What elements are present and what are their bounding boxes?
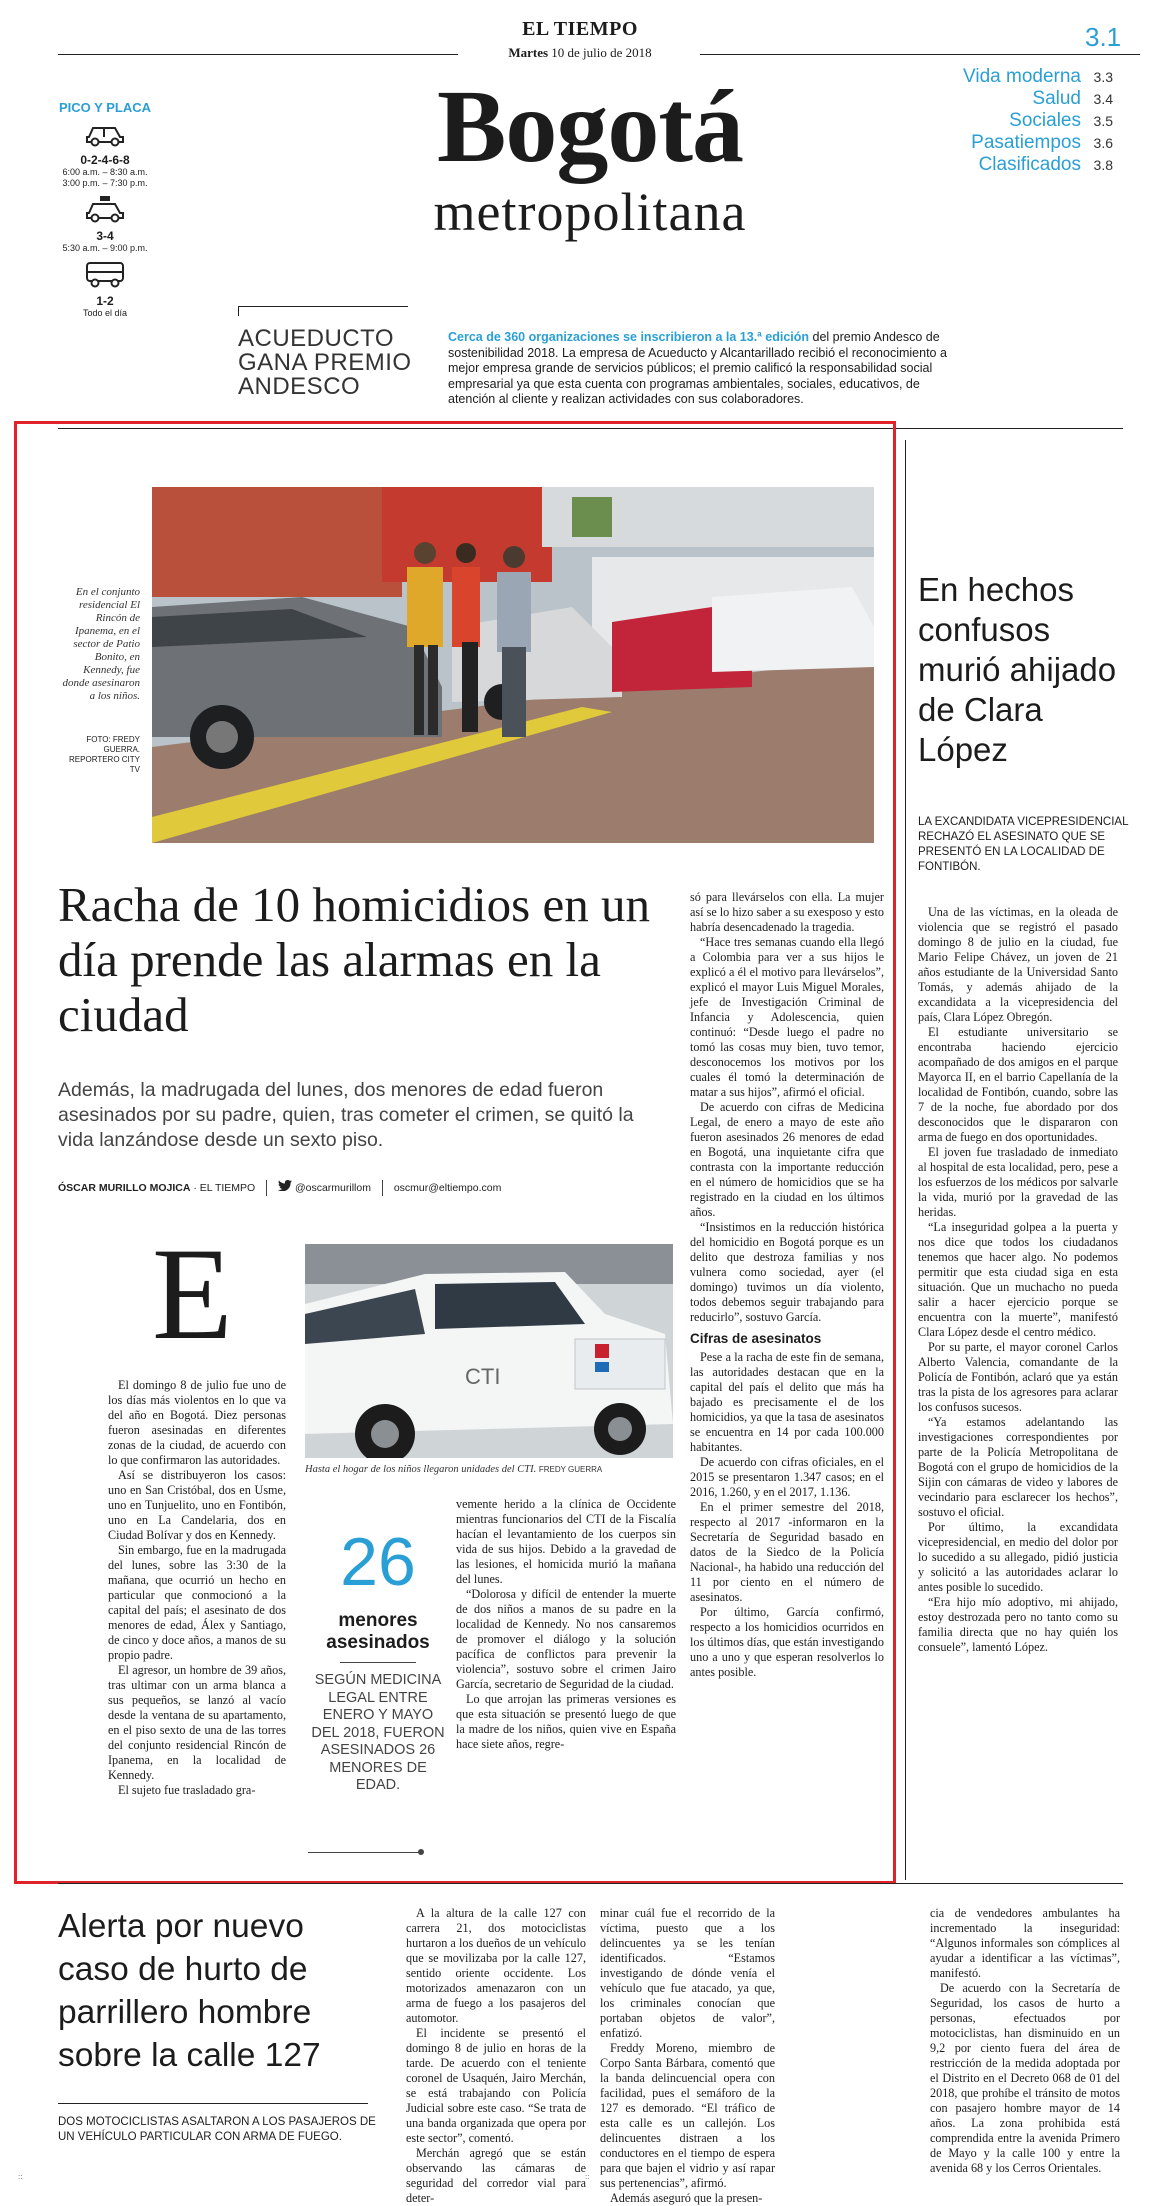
bottom-divider xyxy=(58,1883,1123,1884)
cti-truck-photo xyxy=(305,1244,673,1458)
byline-separator xyxy=(266,1180,267,1196)
paragraph: De acuerdo con cifras de Medicina Legal, de enero a mayo de este año fueron asesinados 26 menores de edad en Bogotá, una inquietante cifra que contrasta con la importante reducción en el número de homicidios que se ha registrado en la ciudad en los últimos años. xyxy=(690,1100,884,1219)
taxi-icon xyxy=(55,195,155,229)
bottom-kicker: DOS MOTOCICLISTAS ASALTARON A LOS PASAJEROS DE UN VEHÍCULO PARTICULAR CON ARMA DE FUEGO. xyxy=(58,2116,376,2143)
paragraph: El incidente se presentó el domingo 8 de julio en horas de la tarde. De acuerdo con el teniente coronel de Usaquén, Jairo Merchán, se está trabajando con Policía Judicial sobre este caso. “Se trata de una banda organizada que opera por este sector”, comentó. xyxy=(406,2026,586,2145)
paragraph: Una de las víctimas, en la oleada de violencia que se registró el pasado domingo 8 de julio en la ciudad, fue Mario Felipe Chávez, un joven de 21 años estudiante de la Universidad Santo Tomás, y además ahijado de la excandidata a la vicepresidencia del país, Clara López Obregón. xyxy=(918,905,1118,1024)
stat-number: 26 xyxy=(340,1524,416,1600)
stat-bottom-rule xyxy=(308,1852,420,1853)
svg-text:CTI: CTI xyxy=(465,1364,501,1389)
car-hours-2: 3:00 p.m. – 7:30 p.m. xyxy=(62,178,148,188)
main-photo-credit: FOTO: FREDY GUERRA. REPORTERO CITY TV xyxy=(69,735,140,774)
main-photo-caption: En el conjunto residencial El Rincón de Ipanema, en el sector de Patio Bonito, en Kennedy, fue donde asesinaron a los niños. xyxy=(62,586,140,702)
taxi-hours: 5:30 a.m. – 9:00 p.m. xyxy=(62,243,148,253)
section-index xyxy=(963,66,1113,176)
date-rest: 10 de julio de 2018 xyxy=(551,45,652,60)
taxi-digits: 3-4 xyxy=(96,229,114,243)
paragraph: Pese a la racha de este fin de semana, las autoridades destacan que en la capital del país el delito que más ha bajado es precisamente el de los homicidios, ya que la tasa de asesinatos se encuentra en 14 por cada 100.000 habitantes. xyxy=(690,1350,884,1454)
twitter-handle[interactable]: @oscarmurillom xyxy=(294,1182,371,1194)
side-headline: En hechos confusos murió ahijado de Clara López xyxy=(918,571,1117,768)
paragraph: Sin embargo, fue en la madrugada del lunes, sobre las 3:30 de la mañana, que ocurrió un hecho en particular que conmocionó a la capital del país; el asesinato de dos menores de edad, Álex y Santiago, de cinco y doce años, a manos de su propio padre. xyxy=(108,1543,286,1662)
drop-cap: E xyxy=(152,1220,233,1367)
paragraph: Merchán agregó que se están observando las cámaras de seguridad del corredor vial para deter- xyxy=(406,2146,586,2205)
car-hours-1: 6:00 a.m. – 8:30 a.m. xyxy=(62,167,148,177)
index-item[interactable]: Pasatiempos 3.6 xyxy=(971,132,1113,153)
paragraph: vemente herido a la clínica de Occidente mientras funcionarios del CTI de la Fiscalía hacían el levantamiento de los cuerpos sin vida de sus hijos. Debido a la gravedad de las lesiones, el homicida murió la mañana del lunes. xyxy=(456,1497,676,1586)
main-headline: Racha de 10 homicidios en un día prende las alarmas en la ciudad xyxy=(58,877,650,1042)
bottom-column-2 xyxy=(600,1906,775,2206)
side-kicker: LA EXCANDIDATA VICEPRESIDENCIAL RECHAZÓ EL ASESINATO QUE SE PRESENTÓ EN LA LOCALIDAD DE FONTIBÓN. xyxy=(918,816,1129,873)
section-title: Bogotá xyxy=(437,69,743,184)
index-item[interactable]: Clasificados 3.8 xyxy=(978,154,1113,175)
paragraph: Así se distribuyeron los casos: uno en San Cristóbal, dos en Usme, uno en Tunjuelito, uno en Fontibón, uno en La Candelaria, dos en Ciudad Bolívar y dos en Kennedy. xyxy=(108,1468,286,1542)
top-rule-left xyxy=(58,54,458,55)
brief-text: del premio Andesco de sostenibilidad 2018. La empresa de Acueducto y Alcantarillado recibió el reconocimiento a mejor empresa grande de servicios públicos; el premio calificó la responsabilidad social empresarial ya que esta cuenta con programas ambientales, sociales, educativos, de atención al cliente y realizan actividades con sus colaboradores. xyxy=(448,330,947,406)
bottom-column-1 xyxy=(406,1906,586,2206)
bottom-headline-rule xyxy=(58,2103,368,2104)
paragraph: minar cuál fue el recorrido de la víctima, puesto que a los delincuentes ya se les tenían identificados. “Estamos investigando de dónde venía el vehículo que fue atacado, ya que, los criminales conocían que portaban objetos de valor”, enfatizó. xyxy=(600,1906,775,2040)
brief-rule xyxy=(238,306,408,307)
paragraph: só para llevárselos con ella. La mujer así se lo hizo saber a su exesposo y esto habría desencadenado la tragedia. xyxy=(690,890,884,934)
paragraph: “Dolorosa y difícil de entender la muerte de dos niños a manos de su padre en la localidad de Kennedy. No nos cansaremos de promover el diálogo y la solución pacífica de conflictos para prevenir la violencia”, sostuvo sobre el crimen Jairo García, secretario de Seguridad de la ciudad. xyxy=(456,1587,676,1691)
paragraph: “La inseguridad golpea a la puerta y nos dice que todos los ciudadanos tenemos que hacer algo. No podemos permitir que esta ciudad siga en esta situación. Que un muchacho no pueda salir a hacer ejercicio porque se encuentra con la muerte”, manifestó Clara López desde el centro médico. xyxy=(918,1220,1118,1339)
column-divider xyxy=(905,440,906,1880)
top-rule-right xyxy=(700,54,1140,55)
paragraph: Por su parte, el mayor coronel Carlos Alberto Valencia, comandante de la Policía de Fontibón, aclaró que ya están tras la pista de los agresores para aclarar los confusos sucesos. xyxy=(918,1340,1118,1414)
pico-y-placa-title: PICO Y PLACA xyxy=(59,100,151,115)
paragraph: El joven fue trasladado de inmediato al hospital de esta localidad, pero, pese a los esfuerzos de los médicos por salvarle la vida, murió por la gravedad de las heridas. xyxy=(918,1145,1118,1219)
email-address[interactable]: oscmur@eltiempo.com xyxy=(393,1182,502,1194)
paragraph: De acuerdo con cifras oficiales, en el 2015 se presentaron 1.347 casos; en el 2016, 1.260, y en el 2017, 1.136. xyxy=(690,1455,884,1499)
paragraph: “Ya estamos adelantando las investigaciones correspondientes por parte de la Policía Metropolitana de Bogotá con el grupo de homicidios de la Sijin con cámaras de video y labores de vecindario para esclarecer los hechos”, sostuvo el oficial. xyxy=(918,1415,1118,1519)
issue-date xyxy=(470,45,690,61)
bottom-headline: Alerta por nuevo caso de hurto de parrillero hombre sobre la calle 127 xyxy=(58,1908,321,2074)
main-column-1 xyxy=(108,1378,286,1798)
paragraph: Lo que arrojan las primeras versiones es que esta situación se presentó luego de que la madre de los niños, quien vive en España hace siete años, regre- xyxy=(456,1692,676,1751)
byline-name: ÓSCAR MURILLO MOJICA xyxy=(58,1182,191,1194)
print-marks: :: xyxy=(18,2172,23,2181)
car-digits: 0-2-4-6-8 xyxy=(80,153,130,167)
paragraph: Freddy Moreno, miembro de Corpo Santa Bárbara, comentó que la banda delincuencial opera con facilidad, pues el semáforo de la 127 es demorado. “El tráfico de esta calle es un callejón. Los delincuentes distraen a los conductores en el tiempo de espera para que bajen el vidrio y así rapar sus pertenencias”, afirmó. xyxy=(600,2041,775,2190)
paragraph: “Hace tres semanas cuando ella llegó a Colombia para ver a sus hijos le explicó a él el motivo para llevárselos”, explicó el mayor Luis Miguel Morales, jefe de Investigación Criminal de Infancia y Adolescencia, quien continuó: “Desde luego el padre no tomó las cosas muy bien, tuvo temor, desconocemos los motivos por los cuales él tomó la determinación de matar a sus hijos”, afirmó el oficial. xyxy=(690,935,884,1099)
main-photo xyxy=(152,487,874,843)
paragraph: “Era hijo mío adoptivo, mi ahijado, estoy destrozada pero no tanto como su familia directa que no hay quién los consuele”, lamentó López. xyxy=(918,1595,1118,1654)
brief-body xyxy=(448,330,948,408)
paragraph: De acuerdo con la Secretaría de Seguridad, los casos de hurto a personas, efectuados por motociclistas, han disminuido en un 9,2 por ciento fuera del área de restricción de la medida adoptada por el Distrito en el Decreto 068 de 01 del 2018, que prohíbe el tránsito de motos con pasajero hombre mayor de 14 años. La zona prohibida está comprendida entre la avenida Primero de Mayo y la calle 100 y entre la avenida 68 y los Cerros Orientales. xyxy=(930,1981,1120,2175)
side-column xyxy=(918,905,1118,1655)
brief-tick xyxy=(238,306,239,316)
main-deck: Además, la madrugada del lunes, dos menores de edad fueron asesinados por su padre, quien, tras cometer el crimen, se quitó la vida lanzándose desde un sexto piso. xyxy=(58,1079,634,1151)
bottom-column-3 xyxy=(930,1906,1120,2176)
paragraph: cia de vendedores ambulantes ha incrementado la inseguridad: “Algunos informales son cómplices al ayudar a identificar a las víctimas”, manifestó. xyxy=(930,1906,1120,1980)
paragraph: A la altura de la calle 127 con carrera 21, dos motociclistas hurtaron a los dueños de un vehículo que se movilizaba por la calle 127, sentido oriente occidente. Los motorizados amenazaron con un arma de fuego a los pasajeros del automotor. xyxy=(406,1906,586,2025)
stat-description: SEGÚN MEDICINA LEGAL ENTRE ENERO Y MAYO DEL 2018, FUERON ASESINADOS 26 MENORES DE EDAD. xyxy=(311,1672,445,1793)
paragraph: El estudiante universitario se encontraba haciendo ejercicio acompañado de dos amigos en el parque Mayorca II, en el barrio Capellanía de la localidad de Fontibón, cuando, sobre las 7 de la noche, fue abordado por dos desconocidos que le dispararon con arma de fuego en dos oportunidades. xyxy=(918,1025,1118,1144)
stat-bottom-dot xyxy=(418,1849,424,1855)
paragraph: El domingo 8 de julio fue uno de los días más violentos en lo que va del año en Bogotá. Diez personas fueron asesinadas en diferentes zonas de la ciudad, de acuerdo con lo que confirmaron las autoridades. xyxy=(108,1378,286,1467)
bus-icon xyxy=(55,260,155,294)
paragraph: El agresor, un hombre de 39 años, tras ultimar con un arma blanca a sus pequeños, se lanzó al vacío desde la ventana de su apartamento, en el piso sexto de una de las torres del conjunto residencial Rincón de Ipanema, en la localidad de Kennedy. xyxy=(108,1663,286,1782)
main-column-3 xyxy=(690,890,884,1680)
paragraph: Por último, la excandidata vicepresidencial, en medio del dolor por lo sucedido a su allegado, pidió justicia y solicitó a las autoridades aclarar lo antes posible lo sucedido. xyxy=(918,1520,1118,1594)
stat-rule xyxy=(340,1662,416,1663)
pico-y-placa-box xyxy=(55,100,155,319)
paragraph: En el primer semestre del 2018, respecto al 2017 -informaron en la Secretaría de Seguridad basado en datos de la Siedco de la Policía Nacional-, ha habido una reducción del 11 por ciento en el número de asesinatos. xyxy=(690,1500,884,1604)
small-photo-credit: FREDY GUERRA xyxy=(538,1465,603,1474)
bus-hours: Todo el día xyxy=(82,308,128,318)
byline-separator xyxy=(382,1180,383,1196)
brief-headline: ACUEDUCTO GANA PREMIO ANDESCO xyxy=(238,325,412,400)
page-number: 3.1 xyxy=(1085,22,1122,52)
paragraph: Además aseguró que la presen- xyxy=(610,2191,763,2205)
car-icon xyxy=(55,121,155,153)
twitter-icon xyxy=(278,1182,292,1194)
byline xyxy=(58,1180,678,1196)
date-weekday: Martes xyxy=(508,45,549,60)
paragraph: “Insistimos en la reducción histórica del homicidio en Bogotá porque es un delito que destroza familias y nos vulnera como sociedad, ayer (el domingo) tuvimos un día violento, todos debemos seguir trabajando para reducirlo”, sostuvo García. xyxy=(690,1220,884,1324)
index-item[interactable]: Salud 3.4 xyxy=(1032,88,1113,109)
index-item[interactable]: Vida moderna 3.3 xyxy=(963,66,1113,87)
newspaper-name: EL TIEMPO xyxy=(522,18,638,40)
stat-label: menores asesinados xyxy=(326,1610,430,1653)
main-column-2 xyxy=(456,1497,676,1752)
section-subtitle: metropolitana xyxy=(433,182,747,242)
paragraph: Por último, García confirmó, respecto a los homicidios ocurridos en los últimos días, que están investigando uno a uno y que esperan resolverlos lo antes posible. xyxy=(690,1605,884,1679)
subhead: Cifras de asesinatos xyxy=(690,1331,822,1346)
paragraph: El sujeto fue trasladado gra- xyxy=(118,1783,256,1797)
brief-lead: Cerca de 360 organizaciones se inscribieron a la 13.ª edición xyxy=(448,330,810,344)
small-photo-caption: Hasta el hogar de los niños llegaron unidades del CTI. FREDY GUERRA xyxy=(305,1464,603,1475)
print-marks: :: xyxy=(585,2172,590,2181)
bus-digits: 1-2 xyxy=(96,294,114,308)
index-item[interactable]: Sociales 3.5 xyxy=(1009,110,1113,131)
byline-outlet: · EL TIEMPO xyxy=(193,1182,256,1194)
